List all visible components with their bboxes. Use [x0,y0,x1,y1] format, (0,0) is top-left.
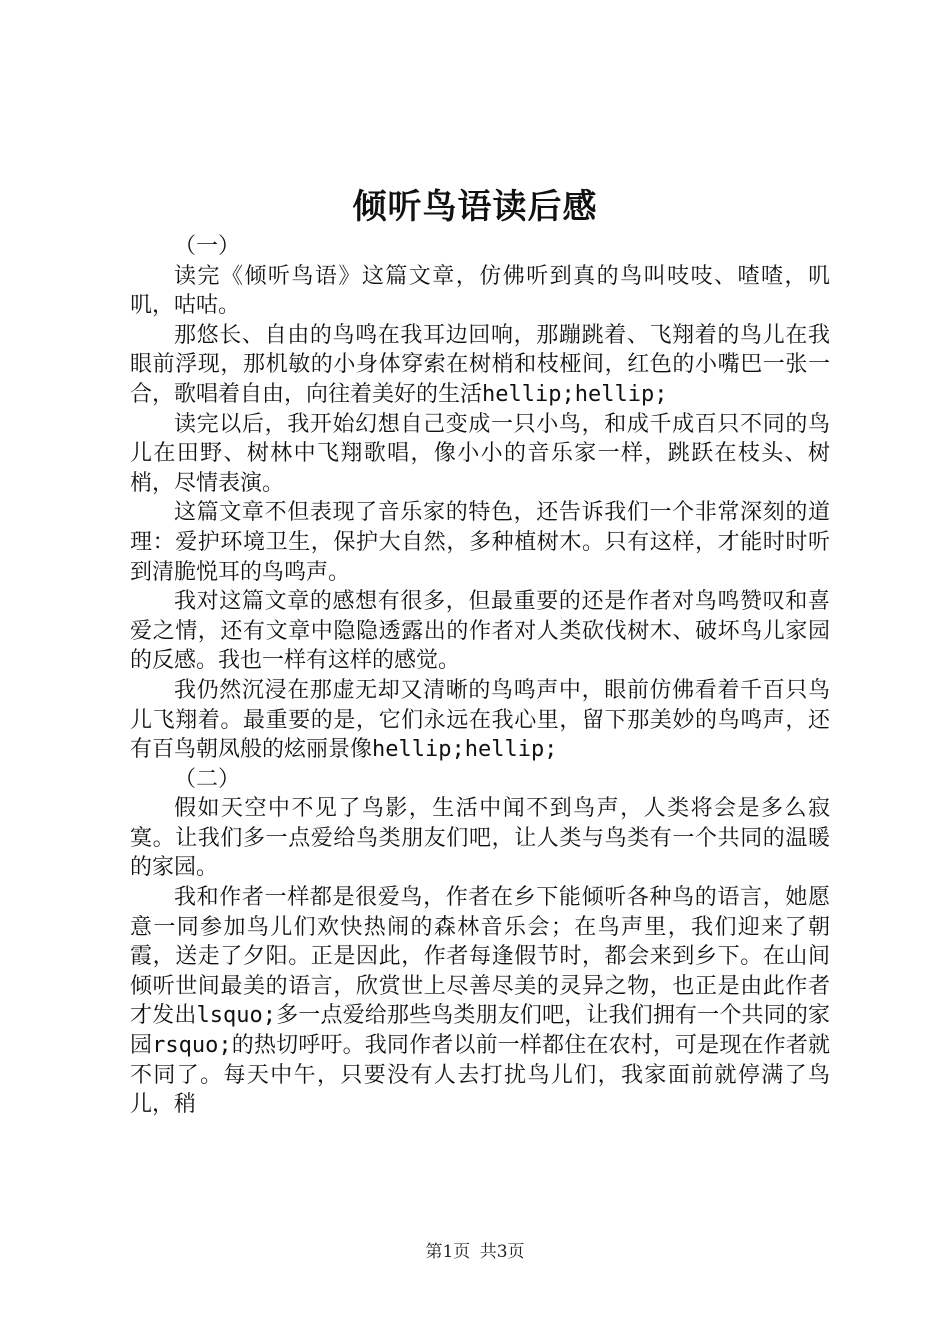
paragraph: 假如天空中不见了鸟影，生活中闻不到鸟声，人类将会是多么寂寞。让我们多一点爱给鸟类朋友们吧，让人类与鸟类有一个共同的温暖的家园。 [130,796,830,881]
section-heading: （一） [174,234,241,259]
paragraph: 这篇文章不但表现了音乐家的特色，还告诉我们一个非常深刻的道理：爱护环境卫生，保护大自然，多种植树木。只有这样，才能时时听到清脆悦耳的鸟鸣声。 [130,500,830,585]
paragraph: 读完以后，我开始幻想自己变成一只小鸟，和成千成百只不同的鸟儿在田野、树林中飞翔歌唱，像小小的音乐家一样，跳跃在枝头、树梢，尽情表演。 [130,411,830,496]
page-total: 共3页 [479,1242,525,1262]
paragraph: 我仍然沉浸在那虚无却又清晰的鸟鸣声中，眼前仿佛看着千百只鸟儿飞翔着。最重要的是，它们永远在我心里，留下那美妙的鸟鸣声，还有百鸟朝凤般的炫丽景像hellip;hellip; [130,677,830,763]
section-heading: （二） [174,766,241,792]
paragraph: 读完《倾听鸟语》这篇文章，仿佛听到真的鸟叫吱吱、喳喳，叽叽，咕咕。 [130,263,830,319]
paragraph: 那悠长、自由的鸟鸣在我耳边回响，那蹦跳着、飞翔着的鸟儿在我眼前浮现，那机敏的小身体穿索在树梢和枝桠间，红色的小嘴巴一张一合，歌唱着自由，向往着美好的生活hellip;hellip; [130,322,830,407]
paragraph: 我对这篇文章的感想有很多，但最重要的还是作者对鸟鸣赞叹和喜爱之情，还有文章中隐隐透露出的作者对人类砍伐树木、破坏鸟儿家园的反感。我也一样有这样的感觉。 [130,589,830,674]
paragraph: 我和作者一样都是很爱鸟，作者在乡下能倾听各种鸟的语言，她愿意一同参加鸟儿们欢快热闹的森林音乐会；在鸟声里，我们迎来了朝霞，送走了夕阳。正是因此，作者每逢假节时，都会来到乡下。在山间倾听世间最美的语言，欣赏世上尽善尽美的灵异之物，也正是由此作者才发出lsquo;多一点爱给那些鸟类朋友们吧，让我们拥有一个共同的家园rsquo;的热切呼吁。我同作者以前一样都住在农村，可是现在作者就不同了。每天中午，只要没有人去打扰鸟儿们，我家面前就停满了鸟儿，稍 [130,885,830,1118]
document-title: 倾听鸟语读后感 [352,187,598,227]
page-footer [0,1240,950,1264]
page-number: 第1页 [425,1242,471,1262]
document-body [130,232,830,1120]
